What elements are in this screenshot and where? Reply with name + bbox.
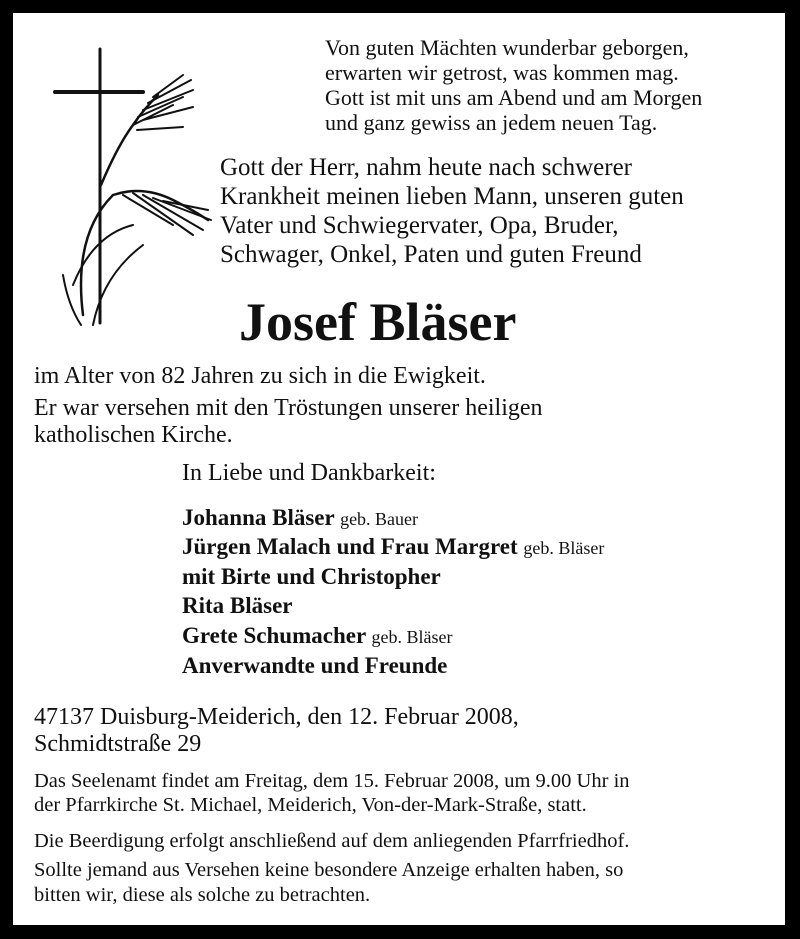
family-member [182,564,441,590]
family-member [182,534,604,560]
notes-line: bitten wir, diese als solche zu betrachten. [34,884,371,906]
notes-line: Sollte jemand aus Versehen keine besondere Anzeige erhalten haben, so [34,859,624,881]
body-line: katholischen Kirche. [34,422,233,448]
cross-and-wheat-icon [33,35,223,335]
deceased-name: Josef Bläser [239,292,517,352]
notes-line: Die Beerdigung erfolgt anschließend auf dem anliegenden Pfarrfriedhof. [34,830,630,852]
verse-line: erwarten wir getrost, was kommen mag. [325,60,679,85]
intro-line: Krankheit meinen lieben Mann, unseren guten [220,183,684,210]
verse-line: Von guten Mächten wunderbar geborgen, [325,35,689,60]
family-note: geb. Bläser [523,538,605,558]
address-line: 47137 Duisburg-Meiderich, den 12. Februar 2008, [34,704,519,730]
family-name: Anverwandte und Freunde [182,653,448,678]
verse-line: und ganz gewiss an jedem neuen Tag. [325,110,658,135]
intro-line: Vater und Schwiegervater, Opa, Bruder, [220,212,619,239]
intro-line: Schwager, Onkel, Paten und guten Freund [220,241,642,268]
family-note: geb. Bauer [340,509,419,529]
family-name: Jürgen Malach und Frau Margret [182,534,518,559]
intro-line: Gott der Herr, nahm heute nach schwerer [220,154,633,181]
family-name: mit Birte und Christopher [182,564,441,589]
family-member [182,623,453,649]
family-name: Rita Bläser [182,593,293,618]
family-member [182,653,447,679]
family-name: Grete Schumacher [182,623,366,648]
family-member [182,593,293,619]
body-line: Er war versehen mit den Tröstungen unserer heiligen [34,395,543,421]
notes-line: der Pfarrkirche St. Michael, Meiderich, Von-der-Mark-Straße, statt. [34,794,587,816]
notes-line: Das Seelenamt findet am Freitag, dem 15. Februar 2008, um 9.00 Uhr in [34,770,630,792]
family-name: Johanna Bläser [182,505,335,530]
closing-line: In Liebe und Dankbarkeit: [182,460,436,486]
verse-line: Gott ist mit uns am Abend und am Morgen [325,85,703,110]
family-note: geb. Bläser [371,627,453,647]
family-member [182,505,418,531]
body-line: im Alter von 82 Jahren zu sich in die Ewigkeit. [34,363,486,389]
obituary-notice [13,13,785,925]
address-line: Schmidtstraße 29 [34,731,202,757]
